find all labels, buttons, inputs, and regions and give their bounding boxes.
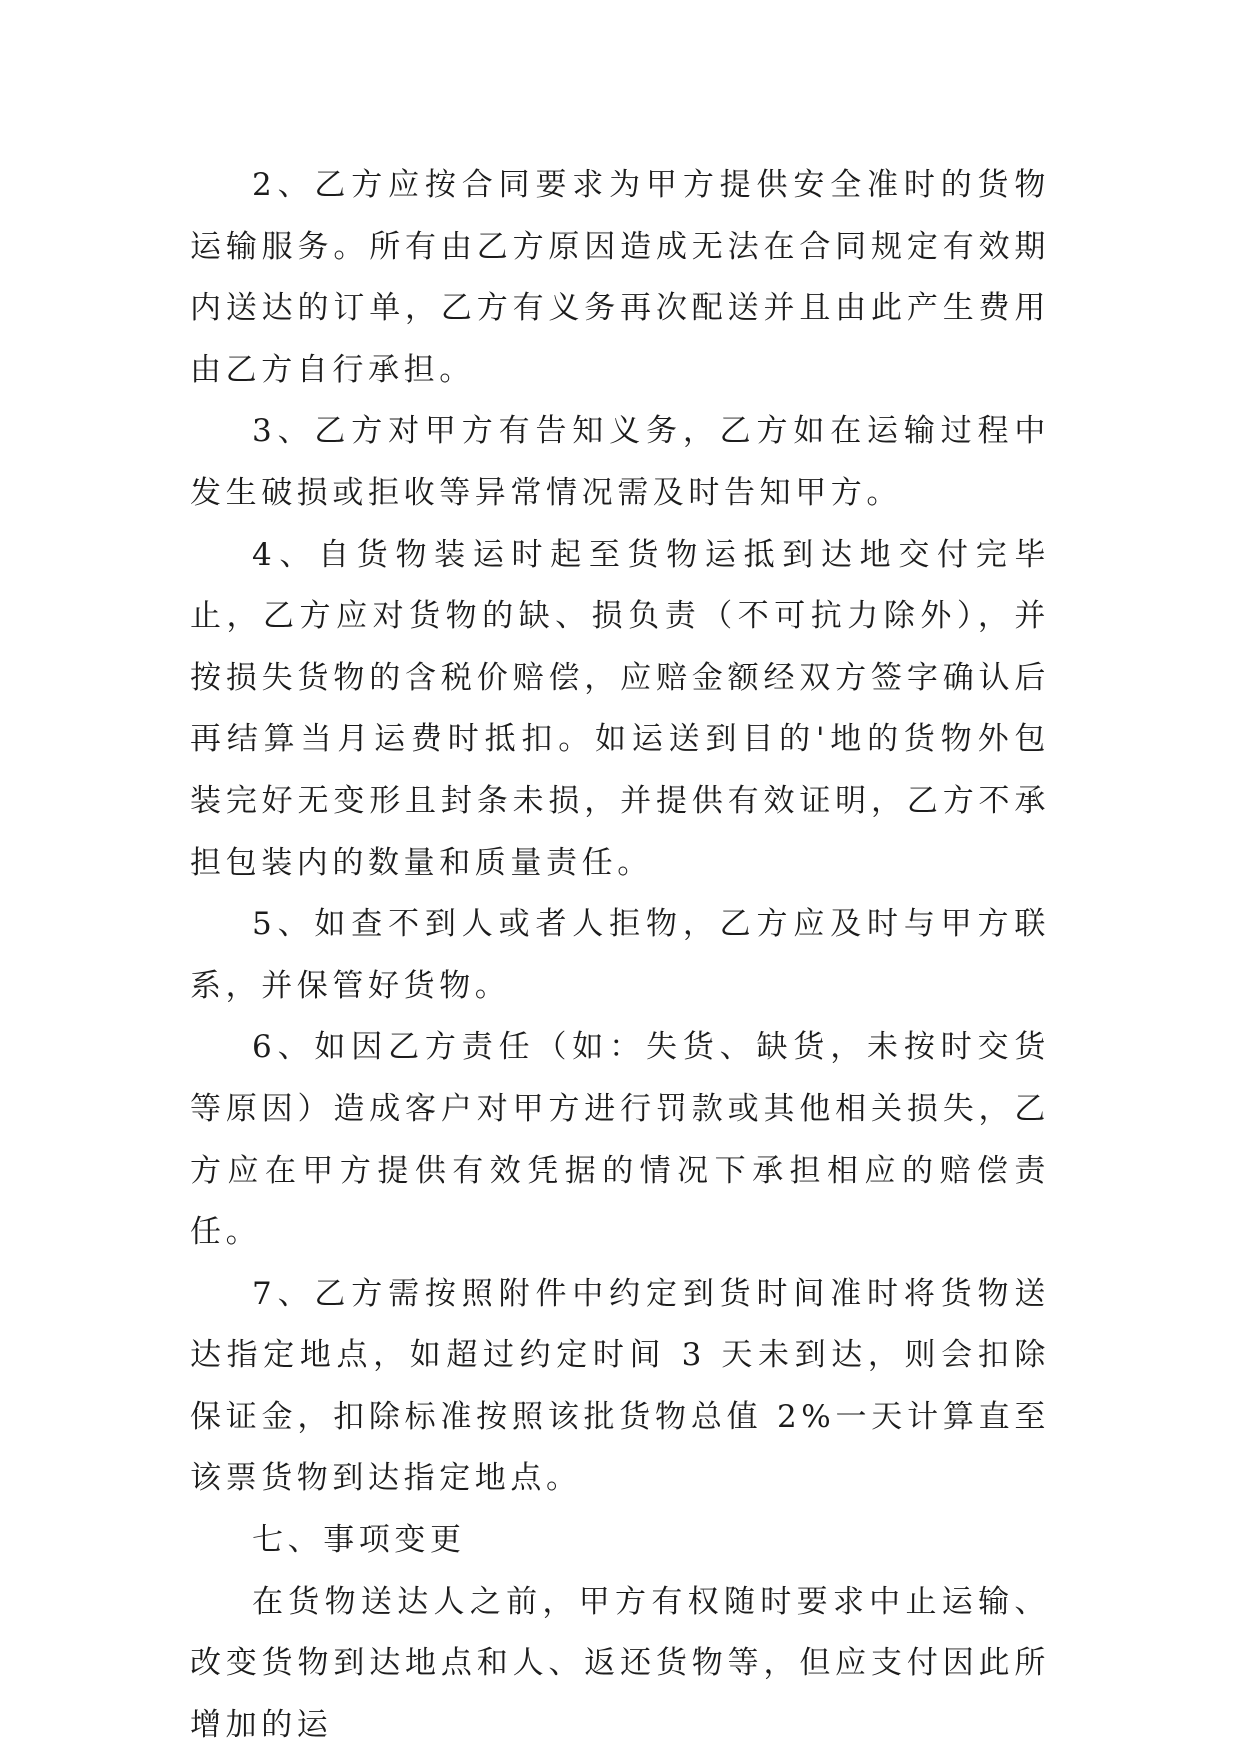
clause-7-paragraph: 7、乙方需按照附件中约定到货时间准时将货物送达指定地点，如超过约定时间 3 天未到达，则会扣除保证金，扣除标准按照该批货物总值 2%一天计算直至该票货物到达指定地点。 — [190, 1275, 1050, 1497]
clause-3-paragraph: 3、乙方对甲方有告知义务，乙方如在运输过程中发生破损或拒收等异常情况需及时告知甲方。 — [190, 413, 1050, 511]
section-body-paragraph: 在货物送达人之前，甲方有权随时要求中止运输、改变货物到达地点和人、返还货物等，但应支付因此所增加的运 — [190, 1583, 1050, 1743]
section-heading: 七、事项变更 — [252, 1522, 466, 1559]
clause-5-paragraph: 5、如查不到人或者人拒物，乙方应及时与甲方联系，并保管好货物。 — [190, 906, 1050, 1004]
clause-4-paragraph: 4、自货物装运时起至货物运抵到达地交付完毕止，乙方应对货物的缺、损负责（不可抗力除外），并按损失货物的含税价赔偿，应赔金额经双方签字确认后再结算当月运费时抵扣。如运送到目的'地的货物外包装完好无变形且封条未损，并提供有效证明，乙方不承担包装内的数量和质量责任。 — [190, 536, 1050, 881]
document-body — [190, 155, 1050, 1756]
clause-2-paragraph: 2、乙方应按合同要求为甲方提供安全准时的货物运输服务。所有由乙方原因造成无法在合同规定有效期内送达的订单，乙方有义务再次配送并且由此产生费用由乙方自行承担。 — [190, 167, 1050, 388]
clause-6-paragraph: 6、如因乙方责任（如：失货、缺货，未按时交货等原因）造成客户对甲方进行罚款或其他相关损失，乙方应在甲方提供有效凭据的情况下承担相应的赔偿责任。 — [190, 1029, 1050, 1251]
